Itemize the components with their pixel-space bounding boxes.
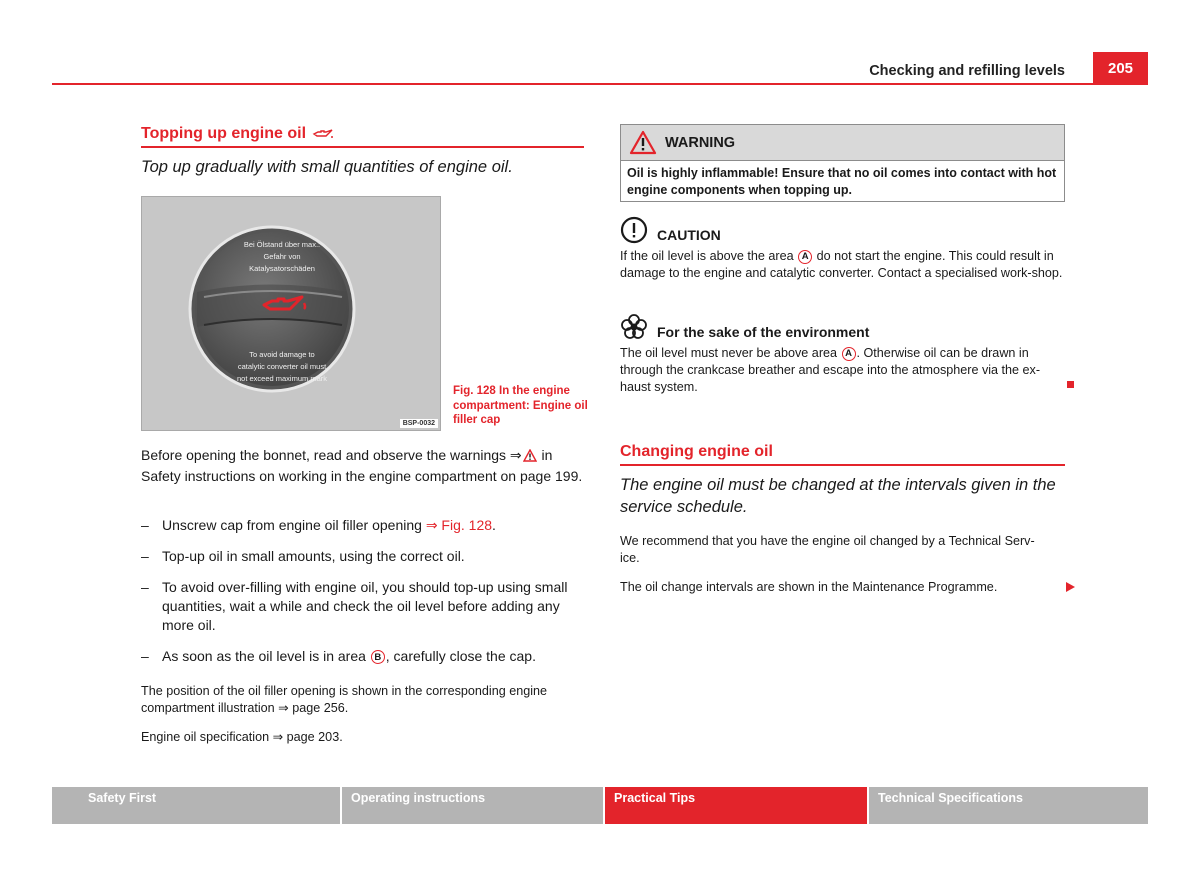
tab-safety-first[interactable]: Safety First [52, 787, 340, 824]
figure-caption-line: compartment: Engine oil [453, 399, 588, 412]
figure-caption [453, 384, 593, 428]
caution-text [620, 248, 1065, 282]
step-text: , carefully close the cap. [385, 648, 536, 664]
area-a-marker: A [798, 250, 812, 264]
tab-technical-specifications[interactable]: Technical Specifications [869, 787, 1148, 824]
section-rule [141, 146, 584, 148]
continue-arrow-icon [1066, 582, 1075, 592]
cap-text-top-line: Gefahr von Katalysatorschäden [249, 252, 315, 273]
list-item [141, 578, 584, 635]
cap-text-top-line: Bei Ölstand über max.: [243, 240, 321, 249]
caution-text-part: If the oil level is above the area [620, 249, 798, 263]
caution-title: CAUTION [657, 227, 721, 243]
environment-header [620, 313, 869, 341]
running-header-title: Checking and refilling levels [869, 63, 1065, 79]
list-dash: – [141, 517, 149, 533]
cap-text-bottom-line: catalytic converter oil must [237, 362, 327, 371]
list-item-text: To avoid over-filling with engine oil, you should top-up using small quantities, wait a while and check the oil level before adding any more oil. [162, 579, 568, 633]
area-a-marker: A [842, 347, 856, 361]
list-item [141, 647, 584, 666]
section-heading-changing: Changing engine oil [620, 443, 773, 460]
warning-title: WARNING [665, 134, 736, 151]
tab-operating-instructions[interactable]: Operating instructions [342, 787, 603, 824]
cap-text-bottom-line: To avoid damage to [249, 350, 315, 359]
caution-icon [620, 216, 648, 244]
cap-text-top [232, 239, 332, 275]
caution-text-part: do not start the engine. This could result in damage to the engine and catalytic converter. Contact a specialised work-shop. [620, 249, 1063, 280]
list-dash: – [141, 548, 149, 564]
figure-caption-line: filler cap [453, 414, 501, 426]
changing-paragraph-2: The oil change intervals are shown in the Maintenance Programme. [620, 580, 998, 594]
warning-triangle-icon [523, 448, 537, 467]
warning-triangle-icon [629, 130, 657, 155]
list-item-text [162, 647, 536, 666]
cap-text-bottom-line: not exceed maximum mark [236, 374, 328, 383]
header-rule [52, 83, 1148, 85]
area-b-marker: B [371, 650, 385, 664]
intro-paragraph [141, 446, 584, 486]
intro-text: in Safety instructions on working in the engine compartment on page 199. [141, 447, 583, 484]
note-oil-spec: Engine oil specification ⇒ page 203. [141, 730, 343, 744]
figure-code: BSP-0032 [400, 419, 438, 428]
step-text: Unscrew cap from engine oil filler opening [162, 517, 426, 533]
step-text-end: . [492, 517, 496, 533]
list-item-text: Top-up oil in small amounts, using the correct oil. [162, 548, 465, 564]
figure-caption-line: Fig. 128 In the engine [453, 385, 570, 397]
environment-title: For the sake of the environment [657, 324, 870, 340]
steps-list [141, 516, 584, 666]
list-item [141, 547, 584, 566]
warning-box [620, 124, 1065, 202]
list-dash: – [141, 579, 149, 595]
section-end-marker [1067, 381, 1074, 388]
lead-text: Top up gradually with small quantities of engine oil. [141, 158, 513, 176]
oil-filler-cap-illustration [142, 197, 441, 431]
list-item [141, 516, 584, 535]
environment-text-part: . Otherwise oil can be drawn in through the crankcase breather and escape into the atmosphere via the ex-haust system. [620, 346, 1041, 394]
intro-text: Before opening the bonnet, read and observe the warnings ⇒ [141, 447, 522, 463]
page-number-badge: 205 [1093, 52, 1148, 85]
tab-practical-tips[interactable]: Practical Tips [605, 787, 867, 824]
note-filler-position: The position of the oil filler opening is shown in the corresponding engine compartment illustration ⇒ page 256. [141, 684, 548, 715]
lead-text: The engine oil must be changed at the intervals given in the service schedule. [620, 476, 1056, 516]
warning-header [621, 125, 1064, 161]
cap-text-bottom [230, 349, 334, 385]
step-text: As soon as the oil level is in area [162, 648, 370, 664]
flower-icon [620, 313, 648, 341]
environment-text-part: The oil level must never be above area [620, 346, 841, 360]
caution-header [620, 216, 721, 244]
section-heading-label: Topping up engine oil [141, 125, 307, 142]
figure-link[interactable]: ⇒ Fig. 128 [425, 517, 493, 533]
figure-oil-filler-cap [141, 196, 441, 431]
section-rule [620, 464, 1065, 466]
section-heading-topping-up [141, 125, 334, 143]
warning-text: Oil is highly inflammable! Ensure that no oil comes into contact with hot engine components when topping up. [627, 166, 1057, 197]
oil-can-icon [312, 128, 334, 140]
list-item-text [162, 516, 496, 535]
changing-paragraph-1: We recommend that you have the engine oil changed by a Technical Serv-ice. [620, 534, 1035, 565]
list-dash: – [141, 648, 149, 664]
environment-text [620, 345, 1065, 396]
